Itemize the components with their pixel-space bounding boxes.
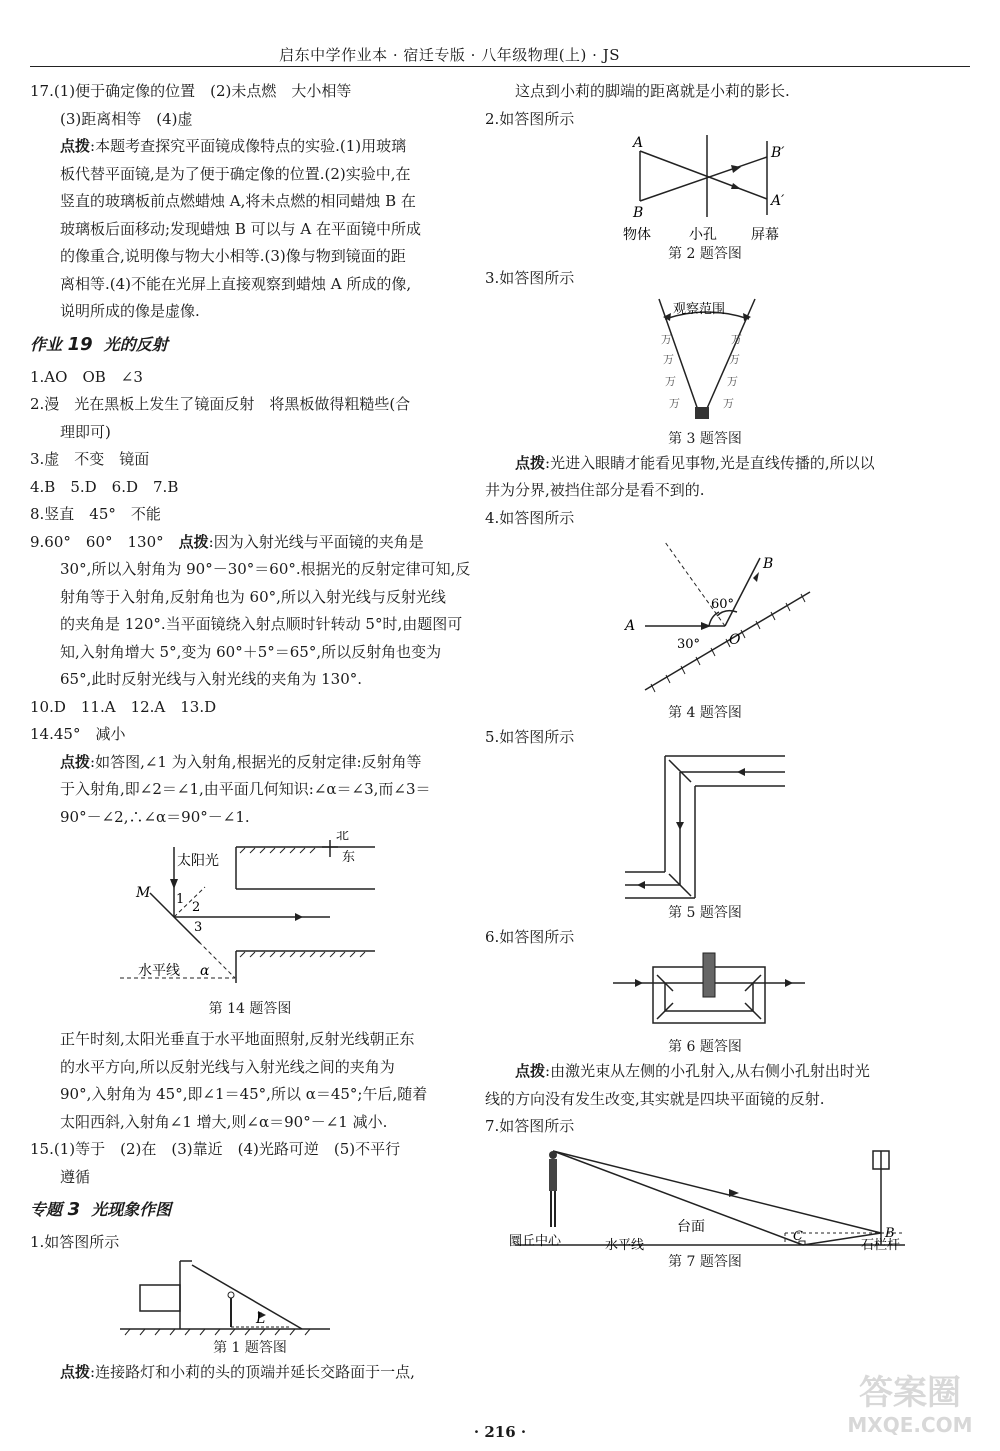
label-o: O (729, 632, 741, 648)
header-title: 启东中学作业本 · 宿迁专版 · 八年级物理(上) · JS (279, 46, 620, 64)
shadow-length-label: L (256, 1310, 266, 1327)
answer-line: 5.如答图所示 (485, 728, 575, 746)
right-column (485, 78, 925, 1273)
hint-text: 说明所成的像是虚像. (60, 302, 200, 320)
figure-6 (485, 951, 925, 1036)
screen-label: 屏幕 (751, 227, 779, 243)
label-b-prime: B′ (771, 145, 785, 161)
hint-text: :本题考查探究平面镜成像特点的实验.(1)用玻璃 (90, 137, 407, 155)
figure-1-diagram (30, 1257, 470, 1337)
angle-3-label: 3 (194, 920, 203, 935)
figure-5 (485, 752, 925, 902)
object-label: 物体 (623, 227, 651, 243)
svg-text:万: 万 (729, 352, 740, 366)
answer-line: 7.如答图所示 (485, 1117, 575, 1135)
page-number: · 216 · (473, 1423, 527, 1441)
label-a: A (633, 135, 644, 151)
figure-1 (30, 1257, 470, 1337)
hint-paragraph (30, 133, 470, 161)
figure-7-diagram (485, 1141, 925, 1251)
center-label: 圜丘中心 (509, 1233, 562, 1249)
figure-14-diagram (30, 831, 470, 1006)
answer-line: 1.如答图所示 (30, 1233, 120, 1251)
figure-3-diagram (485, 293, 925, 428)
answer-line: 3.虚 不变 镜面 (30, 450, 150, 468)
answer-line: 10.D 11.A 12.A 13.D (30, 697, 217, 716)
hint-text: 65°,此时反射光线与入射光线的夹角为 130°. (60, 670, 363, 688)
angle-60-label: 60° (711, 597, 735, 612)
left-column (30, 78, 470, 1386)
hint-text: 的夹角是 120°.当平面镜绕入射点顺时针转动 5°时,由题图可 (60, 615, 463, 633)
figure-caption: 第 7 题答图 (668, 1253, 742, 1270)
svg-text:万: 万 (663, 352, 674, 366)
answer-line: 2.如答图所示 (485, 109, 575, 128)
label-a-prime: A′ (771, 193, 785, 209)
answer-line: 15.(1)等于 (2)在 (3)靠近 (4)光路可逆 (5)不平行 (30, 1140, 401, 1158)
answer-line: 17.(1)便于确定像的位置 (2)未点燃 大小相等 (30, 82, 352, 100)
svg-text:万: 万 (661, 332, 672, 346)
figure-3 (485, 293, 925, 428)
figure-2-diagram (485, 133, 925, 243)
answer-line: 理即可) (60, 422, 111, 441)
label-b: B (885, 1225, 895, 1241)
section-heading: 作业 19 光的反射 (30, 333, 168, 355)
body-text: 正午时刻,太阳光垂直于水平地面照射,反射光线朝正东 (60, 1030, 415, 1048)
figure-6-diagram (485, 951, 925, 1036)
sun-label: 太阳光 (177, 853, 219, 869)
answer-line: 2.漫 光在黑板上发生了镜面反射 将黑板做得粗糙些(合 (30, 395, 411, 413)
svg-text:万: 万 (669, 396, 680, 410)
page-header (30, 42, 970, 67)
mirror-label: M (136, 885, 151, 901)
watermark: 答案圈 MXQE.COM (847, 1373, 973, 1437)
angle-2-label: 2 (192, 900, 201, 915)
svg-text:万: 万 (731, 332, 742, 346)
body-text: 这点到小莉的脚端的距离就是小莉的影长. (515, 82, 790, 100)
answer-line: 3.如答图所示 (485, 269, 575, 287)
hint-paragraph: 点拨:光进入眼睛才能看见事物,光是直线传播的,所以以 (515, 453, 875, 472)
hint-text: 线的方向没有发生改变,其实就是四块平面镜的反射. (485, 1089, 825, 1108)
svg-text:万: 万 (665, 374, 676, 388)
hint-text: 玻璃板后面移动;发现蜡烛 B 可以与 A 在平面镜中所成 (60, 219, 421, 238)
svg-text:万: 万 (727, 374, 738, 388)
hint-paragraph: 点拨:连接路灯和小莉的头的顶端并延长交路面于一点, (60, 1362, 415, 1381)
hint-paragraph: 点拨:由激光束从左侧的小孔射入,从右侧小孔射出时光 (515, 1062, 870, 1080)
answer-line: 14.45° 减小 (30, 725, 126, 743)
answer-line: 4.如答图所示 (485, 508, 575, 527)
hint-text: 知,入射角增大 5°,变为 60°＋5°＝65°,所以反射角也变为 (60, 642, 442, 661)
east-label: 东 (342, 850, 356, 865)
view-range-label: 观察范围 (673, 301, 726, 317)
hint-text: 射角等于入射角,反射角也为 60°,所以入射光线与反射光线 (60, 587, 446, 606)
figure-caption: 第 6 题答图 (668, 1039, 742, 1055)
platform-label: 台面 (677, 1218, 705, 1235)
label-c: C (793, 1228, 803, 1244)
angle-1-label: 1 (176, 892, 185, 907)
horizon-label: 水平线 (605, 1237, 645, 1251)
answer-line: 9.60° 60° 130° 点拨:因为入射光线与平面镜的夹角是 (30, 532, 424, 551)
hint-text: 板代替平面镜,是为了便于确定像的位置.(2)实验中,在 (60, 164, 411, 183)
label-b: B (633, 205, 644, 221)
label-b: B (763, 556, 774, 572)
hint-text: 的像重合,说明像与物大小相等.(3)像与物到镜面的距 (60, 247, 406, 265)
body-text: 的水平方向,所以反射光线与入射光线之间的夹角为 (60, 1057, 395, 1076)
figure-7 (485, 1141, 925, 1251)
figure-caption: 第 2 题答图 (668, 246, 742, 262)
answer-line: 遵循 (60, 1167, 91, 1186)
answer-line: 8.竖直 45° 不能 (30, 505, 161, 523)
answer-line: 1.AO OB ∠3 (30, 367, 143, 386)
hint-paragraph: 点拨:如答图,∠1 为入射角,根据光的反射定律:反射角等 (60, 752, 422, 771)
answer-line: 6.如答图所示 (485, 927, 575, 946)
figure-caption: 第 4 题答图 (668, 705, 742, 721)
hint-text: 离相等.(4)不能在光屏上直接观察到蜡烛 A 所成的像, (60, 274, 412, 293)
figure-caption: 第 5 题答图 (668, 904, 742, 921)
answer-line: 4.B 5.D 6.D 7.B (30, 477, 179, 496)
figure-caption: 第 14 题答图 (208, 1001, 292, 1017)
label-a: A (625, 618, 636, 634)
section-heading: 专题 3 光现象作图 (30, 1199, 172, 1220)
hint-text: 井为分界,被挡住部分是看不到的. (485, 481, 705, 499)
hint-text: 竖直的玻璃板前点燃蜡烛 A,将未点燃的相同蜡烛 B 在 (60, 192, 416, 210)
north-label: 北 (336, 831, 350, 843)
figure-caption: 第 1 题答图 (213, 1339, 287, 1356)
answer-line: (3)距离相等 (4)虚 (60, 109, 193, 128)
body-text: 太阳西斜,入射角∠1 增大,则∠α＝90°－∠1 减小. (60, 1112, 388, 1131)
figure-4 (485, 532, 925, 702)
horizon-label: 水平线 (138, 963, 180, 979)
angle-30-label: 30° (677, 637, 701, 652)
hint-text: 于入射角,即∠2＝∠1,由平面几何知识:∠α＝∠3,而∠3＝ (60, 780, 431, 798)
hint-text: 30°,所以入射角为 90°－30°＝60°.根据光的反射定律可知,反 (60, 560, 471, 578)
rail-label: 石栏杆 (861, 1237, 901, 1251)
pinhole-label: 小孔 (689, 227, 717, 243)
hint-text: 90°－∠2,∴∠α＝90°－∠1. (60, 807, 250, 826)
svg-text:万: 万 (723, 396, 734, 410)
body-text: 90°,入射角为 45°,即∠1＝45°,所以 α＝45°;午后,随着 (60, 1085, 428, 1103)
hint-label: 点拨 (60, 137, 91, 155)
figure-2 (485, 133, 925, 243)
figure-14 (30, 831, 470, 1006)
figure-5-diagram (485, 752, 925, 902)
figure-caption: 第 3 题答图 (668, 430, 742, 447)
figure-4-diagram (485, 532, 925, 702)
alpha-label: α (200, 963, 210, 979)
